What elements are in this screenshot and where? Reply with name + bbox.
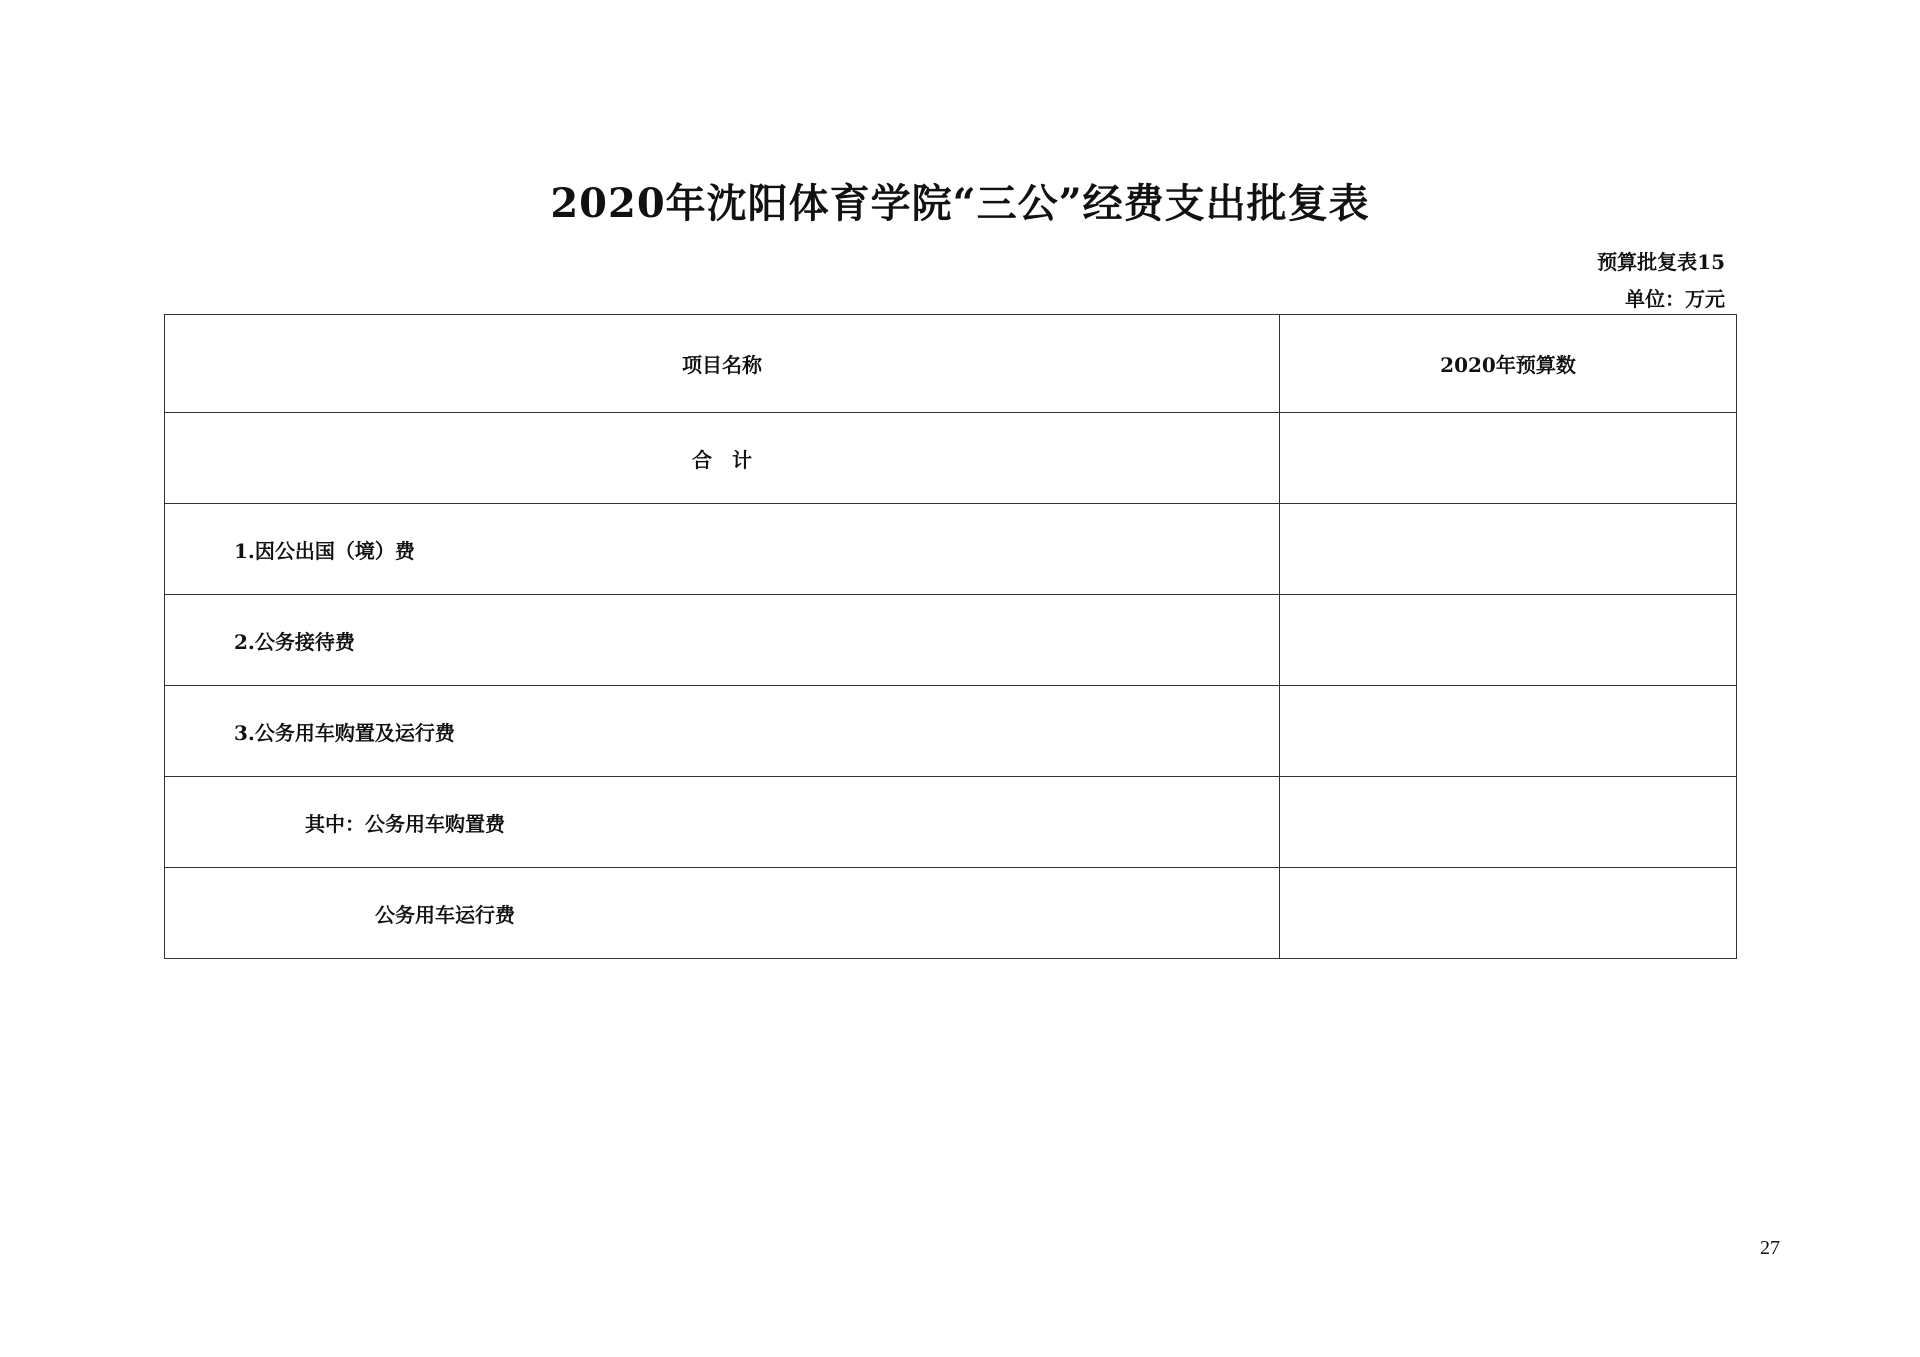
table-row bbox=[165, 686, 1737, 777]
row-label: 1.因公出国（境）费 bbox=[165, 504, 1280, 595]
row-value bbox=[1280, 595, 1737, 686]
table-row bbox=[165, 777, 1737, 868]
page-title: 2020年沈阳体育学院“三公”经费支出批复表 bbox=[550, 180, 1370, 227]
header-item-name: 项目名称 bbox=[165, 315, 1280, 413]
table-number: 预算批复表15 bbox=[1597, 250, 1725, 274]
header-budget-2020: 2020年预算数 bbox=[1280, 315, 1737, 413]
row-value bbox=[1280, 777, 1737, 868]
row-label: 公务用车运行费 bbox=[165, 868, 1280, 959]
unit-label: 单位：万元 bbox=[1625, 287, 1725, 311]
row-value bbox=[1280, 686, 1737, 777]
row-label: 其中：公务用车购置费 bbox=[165, 777, 1280, 868]
row-value bbox=[1280, 868, 1737, 959]
table-row bbox=[165, 504, 1737, 595]
row-label: 2.公务接待费 bbox=[165, 595, 1280, 686]
row-total-label: 合 计 bbox=[165, 413, 1280, 504]
table-row bbox=[165, 595, 1737, 686]
row-total-value bbox=[1280, 413, 1737, 504]
page-number: 27 bbox=[1760, 1237, 1780, 1259]
table-row-total bbox=[165, 413, 1737, 504]
table-row bbox=[165, 868, 1737, 959]
row-label: 3.公务用车购置及运行费 bbox=[165, 686, 1280, 777]
row-value bbox=[1280, 504, 1737, 595]
budget-table bbox=[164, 314, 1737, 959]
table-header-row bbox=[165, 315, 1737, 413]
